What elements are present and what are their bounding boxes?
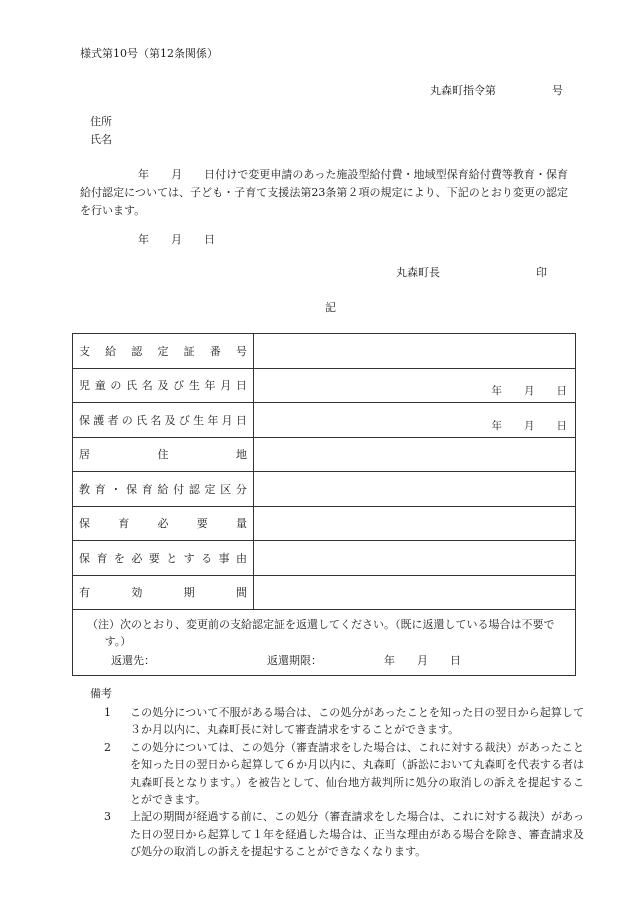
birth-date-placeholder [492, 383, 568, 398]
table-row [73, 506, 576, 541]
row-value-field[interactable] [254, 437, 576, 472]
remark-item [90, 704, 584, 739]
document-number [430, 84, 563, 98]
table-row [73, 368, 576, 403]
return-year: 年 [384, 654, 395, 667]
name-label: 氏名 [90, 133, 112, 146]
birth-date-unit: 月 [524, 419, 535, 432]
remark-item [90, 739, 584, 809]
remark-number: 3 [104, 810, 111, 824]
birth-date-unit: 日 [556, 419, 567, 432]
row-value-field[interactable] [254, 334, 576, 369]
row-label-text: 支 給 認 定 証 番 号 [79, 344, 247, 358]
return-note [73, 610, 576, 676]
return-deadline-label: 返還期限： [267, 654, 322, 667]
issue-date-month: 月 [171, 233, 182, 246]
return-day: 日 [450, 654, 461, 667]
remarks-section [90, 686, 584, 861]
ki-heading: 記 [325, 301, 336, 314]
form-number: 様式第10号（第12条関係） [80, 47, 218, 60]
remark-number: 1 [104, 706, 111, 719]
remarks-list [90, 704, 584, 861]
remark-item [90, 808, 584, 860]
remark-text: この処分について不服がある場合は、この処分があったことを知った日の翌日から起算して３か月以内に、丸森町長に対して審査請求をすることができます。 [130, 706, 584, 737]
birth-date-unit: 年 [491, 385, 502, 397]
intro-year: 年 [138, 168, 150, 181]
row-label-text: 保 育 必 要 量 [79, 517, 247, 531]
remark-number: 2 [104, 740, 111, 754]
return-details [87, 652, 567, 669]
seal-mark: 印 [536, 266, 547, 279]
row-value-field[interactable] [254, 368, 576, 403]
row-label [73, 437, 254, 472]
intro-month: 月 [171, 168, 183, 181]
table-row [73, 541, 576, 576]
row-value-field[interactable] [254, 575, 576, 610]
row-label-text: 児 童 の 氏 名 及 び 生 年 月 日 [79, 379, 247, 393]
table-row [73, 403, 576, 438]
issuer-title: 丸森町長 [396, 266, 440, 279]
row-value-field[interactable] [254, 506, 576, 541]
birth-date-placeholder [492, 418, 568, 433]
row-label [73, 472, 254, 507]
note-row [73, 610, 576, 676]
row-label [73, 541, 254, 576]
row-value-field[interactable] [254, 541, 576, 576]
row-label [73, 334, 254, 369]
return-note-text: （注）次のとおり、変更前の支給認定証を返還してください。（既に返還している場合は不要です。） [87, 618, 555, 648]
table-row [73, 334, 576, 369]
row-label-text: 保 育 を 必 要 と す る 事 由 [79, 551, 247, 565]
document-number-prefix: 丸森町指令第 [430, 84, 496, 97]
remarks-title: 備考 [90, 687, 112, 700]
row-label-text: 教 育 ・ 保 育 給 付 認 定 区 分 [79, 482, 247, 496]
issue-date-year: 年 [138, 233, 149, 246]
notice-paragraph [80, 166, 568, 220]
table-row [73, 437, 576, 472]
row-label-text: 保 護 者 の 氏 名 及 び 生 年 月 日 [79, 413, 247, 427]
row-label-text: 有 効 期 間 [79, 586, 247, 600]
table-row [73, 472, 576, 507]
document-number-suffix: 号 [552, 84, 563, 97]
row-label [73, 368, 254, 403]
issue-date-day: 日 [204, 233, 215, 246]
remark-text: 上記の期間が経過する前に、この処分（審査請求をした場合は、これに対する裁決）があった日の翌日から起算して１年を経過した場合は、正当な理由がある場合を除き、審査請求及び処分の取消しの訴えを提起することができなくなります。 [130, 810, 584, 859]
birth-date-unit: 年 [491, 419, 502, 432]
certification-table [72, 333, 576, 676]
address-label: 住所 [90, 115, 112, 128]
row-label [73, 403, 254, 438]
issue-date [138, 233, 215, 247]
row-value-field[interactable] [254, 403, 576, 438]
birth-date-unit: 日 [556, 385, 567, 397]
intro-text: 日付けで変更申請のあった施設型給付費・地域型保育給付費等教育・保育給付認定については、子ども・子育て支援法第23条第２項の規定により、下記のとおり変更の認定を行います。 [80, 168, 569, 217]
birth-date-unit: 月 [524, 385, 535, 397]
remark-text: この処分については、この処分（審査請求をした場合は、これに対する裁決）があったことを知った日の翌日から起算して６か月以内に、丸森町（訴訟において丸森町を代表する者は丸森町長となります。）を被告として、仙台地方裁判所に処分の取消しの訴えを提起することができます。 [130, 740, 584, 807]
row-value-field[interactable] [254, 472, 576, 507]
table-row [73, 575, 576, 610]
row-label [73, 506, 254, 541]
row-label-text: 居 住 地 [79, 448, 247, 462]
return-month: 月 [417, 654, 428, 667]
row-label [73, 575, 254, 610]
return-to-label: 返還先： [111, 654, 155, 667]
